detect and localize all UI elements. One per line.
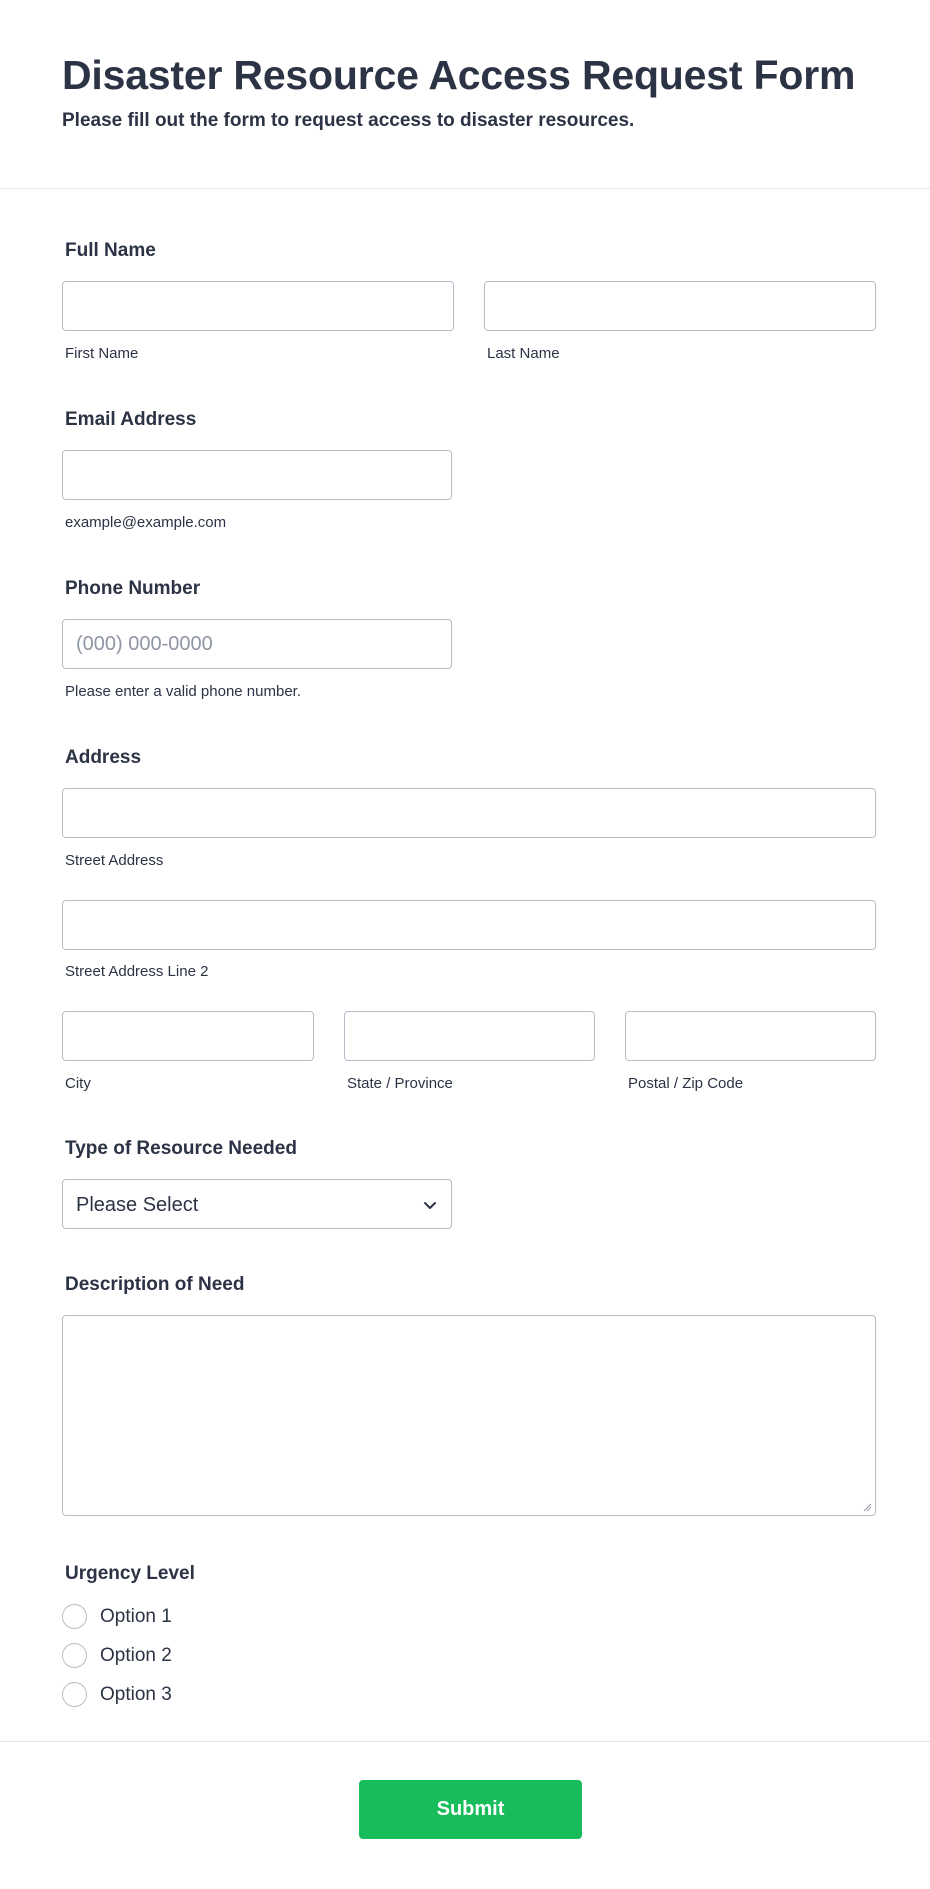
email-label: Email Address	[65, 409, 197, 430]
radio-button[interactable]	[62, 1643, 87, 1668]
chevron-down-icon	[421, 1196, 439, 1214]
city-input[interactable]	[62, 1011, 314, 1061]
state-sublabel: State / Province	[347, 1075, 453, 1092]
first-name-sublabel: First Name	[65, 345, 139, 362]
phone-input[interactable]	[62, 619, 452, 669]
street-address-line2-input[interactable]	[62, 900, 876, 950]
phone-label: Phone Number	[65, 578, 201, 599]
urgency-label: Urgency Level	[65, 1563, 195, 1584]
zip-sublabel: Postal / Zip Code	[628, 1075, 744, 1092]
zip-input[interactable]	[625, 1011, 876, 1061]
last-name-sublabel: Last Name	[487, 345, 560, 362]
phone-sublabel: Please enter a valid phone number.	[65, 683, 301, 700]
footer-divider	[0, 1741, 930, 1742]
resource-type-label: Type of Resource Needed	[65, 1138, 297, 1159]
email-input[interactable]	[62, 450, 452, 500]
radio-button[interactable]	[62, 1604, 87, 1629]
page-subtitle: Please fill out the form to request access to disaster resources.	[62, 110, 635, 131]
radio-button[interactable]	[62, 1682, 87, 1707]
address-label: Address	[65, 747, 142, 768]
street-address-input[interactable]	[62, 788, 876, 838]
email-sublabel: example@example.com	[65, 514, 227, 531]
resource-type-selected-value: Please Select	[76, 1194, 199, 1216]
urgency-option-label: Option 2	[100, 1645, 172, 1666]
urgency-option-label: Option 1	[100, 1606, 172, 1627]
full-name-label: Full Name	[65, 240, 156, 261]
street-address-line2-sublabel: Street Address Line 2	[65, 963, 209, 980]
street-address-sublabel: Street Address	[65, 852, 164, 869]
submit-button[interactable]: Submit	[359, 1780, 582, 1839]
last-name-input[interactable]	[484, 281, 876, 331]
page-title: Disaster Resource Access Request Form	[62, 52, 856, 98]
urgency-option-label: Option 3	[100, 1684, 172, 1705]
description-label: Description of Need	[65, 1274, 245, 1295]
first-name-input[interactable]	[62, 281, 454, 331]
description-textarea[interactable]	[62, 1315, 876, 1516]
form-header	[0, 0, 930, 189]
resource-type-select[interactable]	[62, 1179, 452, 1229]
resize-grip-icon[interactable]	[862, 1502, 872, 1512]
city-sublabel: City	[65, 1075, 91, 1092]
state-input[interactable]	[344, 1011, 595, 1061]
